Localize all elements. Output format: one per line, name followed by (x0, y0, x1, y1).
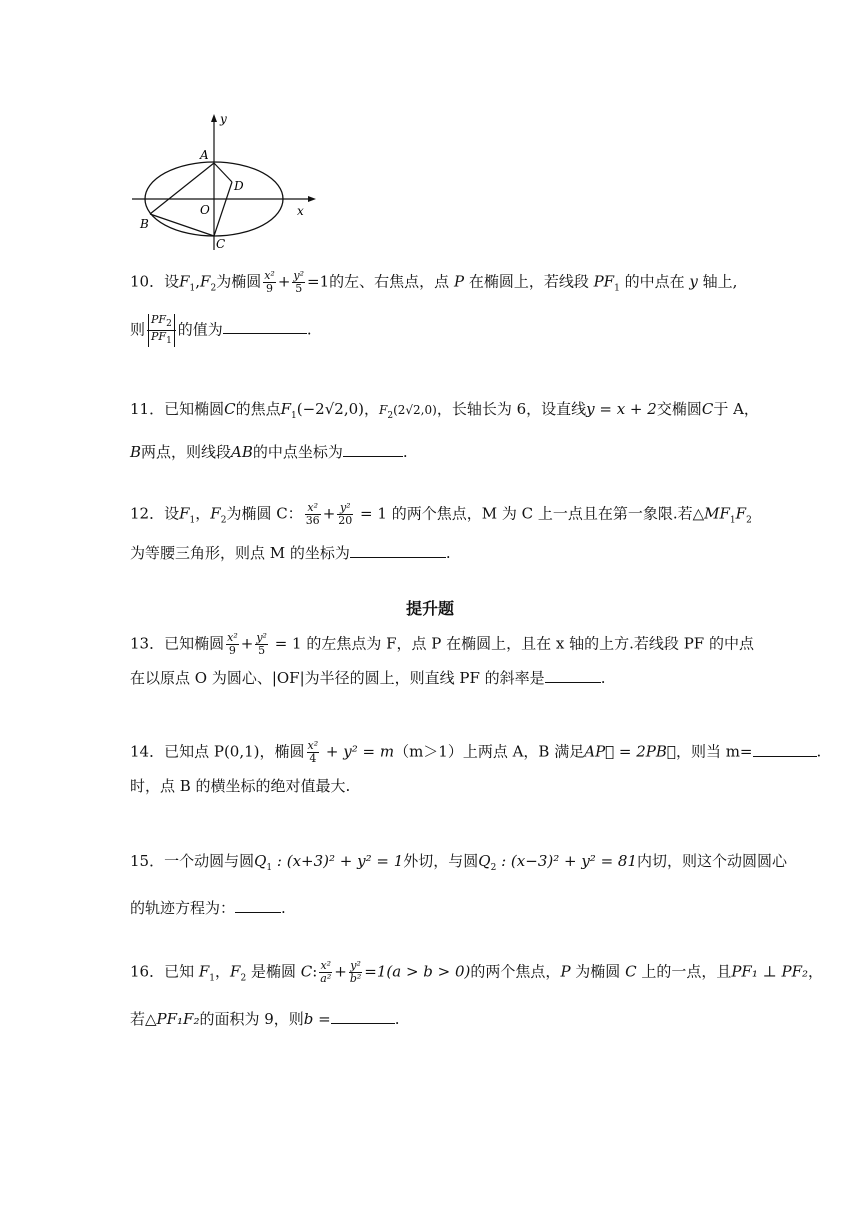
answer-blank[interactable] (235, 898, 281, 913)
numerator: x² (305, 502, 321, 515)
text: 设 (164, 504, 180, 523)
subscript: 2 (387, 411, 394, 421)
label-a: A (200, 148, 209, 162)
text: 的两个焦点， (470, 962, 561, 981)
math: C (224, 400, 236, 418)
subscript: 1 (209, 973, 216, 984)
denominator: 5 (295, 282, 303, 295)
text: , (195, 272, 201, 291)
subscript: 2 (166, 318, 172, 329)
numerator: y² (337, 502, 353, 515)
text: 已知 (164, 962, 199, 981)
y-axis-arrow-icon (211, 114, 217, 122)
answer-blank[interactable] (223, 319, 307, 334)
text: ，则当 m= (675, 742, 753, 761)
problem-number: 12． (130, 504, 165, 523)
denominator: 36 (305, 514, 320, 527)
denominator: b² (349, 972, 362, 985)
text: 的面积为 9，则 (199, 1009, 304, 1028)
text: ， (808, 962, 824, 981)
math: PF (151, 312, 167, 326)
abs (148, 331, 175, 347)
denominator: 20 (338, 514, 353, 527)
problem-16-line-1 (130, 959, 824, 990)
math: C (625, 962, 637, 981)
text: 内切，则这个动圆圆心 (637, 852, 788, 870)
x-axis-arrow-icon (308, 196, 316, 202)
problem-11-line-2 (130, 441, 750, 463)
label-o: O (200, 203, 210, 217)
numerator: x² (264, 269, 275, 282)
math: P (453, 272, 465, 291)
problem-number: 14． (130, 742, 165, 761)
label-c: C (216, 237, 226, 251)
problem-number: 11． (130, 400, 165, 418)
fraction (307, 740, 320, 765)
text: 的值为 (177, 320, 223, 339)
math: PF (593, 272, 615, 291)
problem-10-line-2 (130, 314, 750, 347)
math: b = (303, 1009, 331, 1028)
subscript: 2 (240, 973, 247, 984)
text: . (394, 1009, 400, 1028)
text: = 1 (269, 634, 302, 653)
numerator: y² (293, 269, 305, 282)
problem-14-line-1 (130, 739, 822, 765)
math: MF (704, 504, 730, 523)
math: : (x+3)² + y² = 1 (272, 852, 404, 870)
math: F (198, 962, 210, 981)
math: Q (254, 852, 267, 870)
numerator: y² (350, 959, 361, 972)
numerator (147, 314, 176, 331)
math: F (280, 400, 292, 418)
text: ， (195, 504, 211, 523)
problem-15-line-2 (130, 897, 750, 919)
text: . (306, 320, 312, 339)
text: . (816, 742, 822, 761)
subscript: 1 (291, 411, 297, 421)
text: 在以原点 O 为圆心、|OF|为半径的圆上，则直线 PF 的斜率是 (130, 669, 545, 687)
math: =1(a > b > 0) (364, 962, 471, 981)
abs (148, 314, 175, 330)
numerator: x² (227, 631, 238, 644)
math: AB (231, 443, 253, 461)
math: + y² = m (321, 742, 395, 761)
math: C (701, 400, 714, 418)
text: + (322, 504, 336, 523)
denominator: a² (320, 972, 332, 985)
subscript: 1 (166, 335, 172, 346)
math: : (x−3)² + y² = 81 (496, 852, 638, 870)
text: 已知椭圆 (164, 634, 225, 653)
answer-blank[interactable] (343, 442, 403, 457)
text: 的左、右焦点，点 (329, 272, 454, 291)
problem-15 (130, 850, 788, 919)
fraction (305, 502, 321, 527)
problem-16-line-2 (130, 1008, 750, 1030)
text: 轴上, (697, 272, 738, 291)
ellipse-figure (130, 112, 320, 252)
problem-number: 16． (130, 962, 165, 981)
text: 的中点坐标为 (252, 443, 343, 461)
text: . (445, 543, 451, 562)
subscript: 1 (729, 515, 736, 526)
text: : (312, 962, 318, 981)
numerator: y² (256, 631, 267, 644)
text: 的两个焦点，M 为 C 上一点且在第一象限.若△ (386, 504, 705, 523)
text: = 1 (355, 504, 387, 523)
segment-ad (214, 163, 232, 182)
denominator (147, 331, 176, 347)
text: ， (215, 962, 231, 981)
text: 在椭圆上，若线段 (464, 272, 594, 291)
text: 的中点在 (619, 272, 690, 291)
text: ， (364, 400, 380, 418)
text: 交椭圆 (656, 400, 702, 418)
text: 的焦点 (235, 400, 281, 418)
fraction (147, 314, 176, 347)
problem-10-line-1 (130, 270, 750, 300)
fraction (226, 632, 239, 657)
label-d: D (234, 179, 244, 193)
text: . (600, 669, 606, 687)
text: + (334, 962, 347, 981)
text: 为等腰三角形，则点 M 的坐标为 (130, 543, 350, 562)
math: C (300, 962, 313, 981)
math: (−2√2,0) (296, 400, 364, 418)
text: 已知点 P(0,1)，椭圆 (164, 742, 305, 761)
subscript: 1 (614, 283, 620, 294)
subscript: 2 (746, 515, 752, 526)
text: + (240, 634, 254, 653)
problem-14 (130, 739, 822, 797)
denominator: 5 (258, 644, 266, 657)
text: 为椭圆 (570, 962, 626, 981)
math: AP⃗ = 2PB⃗ (584, 742, 676, 761)
text: 若△ (130, 1009, 157, 1028)
text: 上的一点，且 (636, 962, 732, 981)
problem-12-line-2 (130, 542, 750, 564)
math: F (179, 272, 190, 291)
text: 设 (164, 272, 180, 291)
math: F (230, 962, 241, 981)
problem-number: 15． (130, 852, 165, 870)
text: 外切，与圆 (403, 852, 479, 870)
problem-10 (130, 270, 750, 347)
problem-13 (130, 631, 754, 689)
math: P (560, 962, 571, 981)
math: (2√2,0) (393, 403, 437, 417)
answer-blank[interactable] (753, 742, 817, 757)
problem-11 (130, 398, 759, 463)
subscript: 1 (189, 283, 196, 294)
subscript: 2 (220, 515, 227, 526)
denominator: 9 (228, 644, 236, 657)
text: 则 (130, 320, 146, 339)
subscript: 1 (189, 515, 196, 526)
text: 的左焦点为 F，点 P 在椭圆上，且在 x 轴的上方.若线段 PF 的中点 (301, 634, 754, 653)
fraction (292, 270, 305, 295)
text: . (402, 443, 408, 461)
text: 时，点 B 的横坐标的绝对值最大. (130, 777, 351, 795)
problem-number: 13． (130, 634, 165, 653)
numerator: x² (307, 739, 319, 752)
math: F (200, 272, 211, 291)
text: + (277, 272, 291, 291)
fraction (255, 632, 268, 657)
problem-12-line-1 (130, 502, 750, 532)
text: 为椭圆 C： (226, 504, 303, 523)
label-b: B (140, 217, 149, 231)
text: ，长轴长为 6，设直线 (436, 400, 587, 418)
problem-13-line-2 (130, 667, 750, 689)
math: PF₁ ⊥ PF₂ (731, 962, 809, 981)
problem-15-line-1 (130, 850, 788, 879)
text: 的轨迹方程为： (130, 899, 236, 917)
section-title: 提升题 (405, 599, 454, 618)
problem-14-line-2 (130, 775, 750, 797)
answer-blank[interactable] (545, 668, 601, 683)
denominator: 9 (266, 282, 274, 295)
text: 已知椭圆 (164, 400, 225, 418)
math: F (210, 504, 221, 523)
label-y: y (220, 112, 227, 126)
subscript: 1 (266, 863, 273, 873)
fraction (263, 270, 276, 295)
math: PF (151, 329, 167, 343)
math: y = x + 2 (586, 400, 657, 418)
math: F (735, 504, 747, 523)
segment-bc (150, 214, 214, 236)
text: （m＞1）上两点 A，B 满足 (394, 742, 585, 761)
answer-blank[interactable] (331, 1009, 395, 1024)
math: y (689, 272, 698, 291)
label-x: x (297, 204, 304, 218)
fraction (337, 502, 353, 527)
denominator: 4 (309, 752, 317, 765)
text: =1 (307, 272, 330, 291)
problem-13-line-1 (130, 631, 754, 657)
text: 是椭圆 (246, 962, 301, 981)
text: . (281, 899, 286, 917)
math: B (130, 443, 142, 461)
math: F (179, 504, 190, 523)
fraction (319, 960, 332, 985)
answer-blank[interactable] (350, 543, 446, 558)
problem-16 (130, 959, 824, 1030)
problem-11-line-1 (130, 398, 759, 427)
problem-12 (130, 502, 750, 564)
text: 一个动圆与圆 (164, 852, 255, 870)
segment-dc (214, 182, 232, 236)
math: F (379, 403, 388, 417)
numerator: x² (320, 959, 332, 972)
text: 两点，则线段 (141, 443, 232, 461)
subscript: 2 (490, 863, 497, 873)
fraction (349, 960, 362, 985)
math: PF₁F₂ (156, 1009, 200, 1028)
math: Q (478, 852, 491, 870)
text: 为椭圆 (216, 272, 262, 291)
text: 于 A， (713, 400, 759, 418)
subscript: 2 (210, 283, 217, 294)
problem-number: 10． (130, 272, 165, 291)
